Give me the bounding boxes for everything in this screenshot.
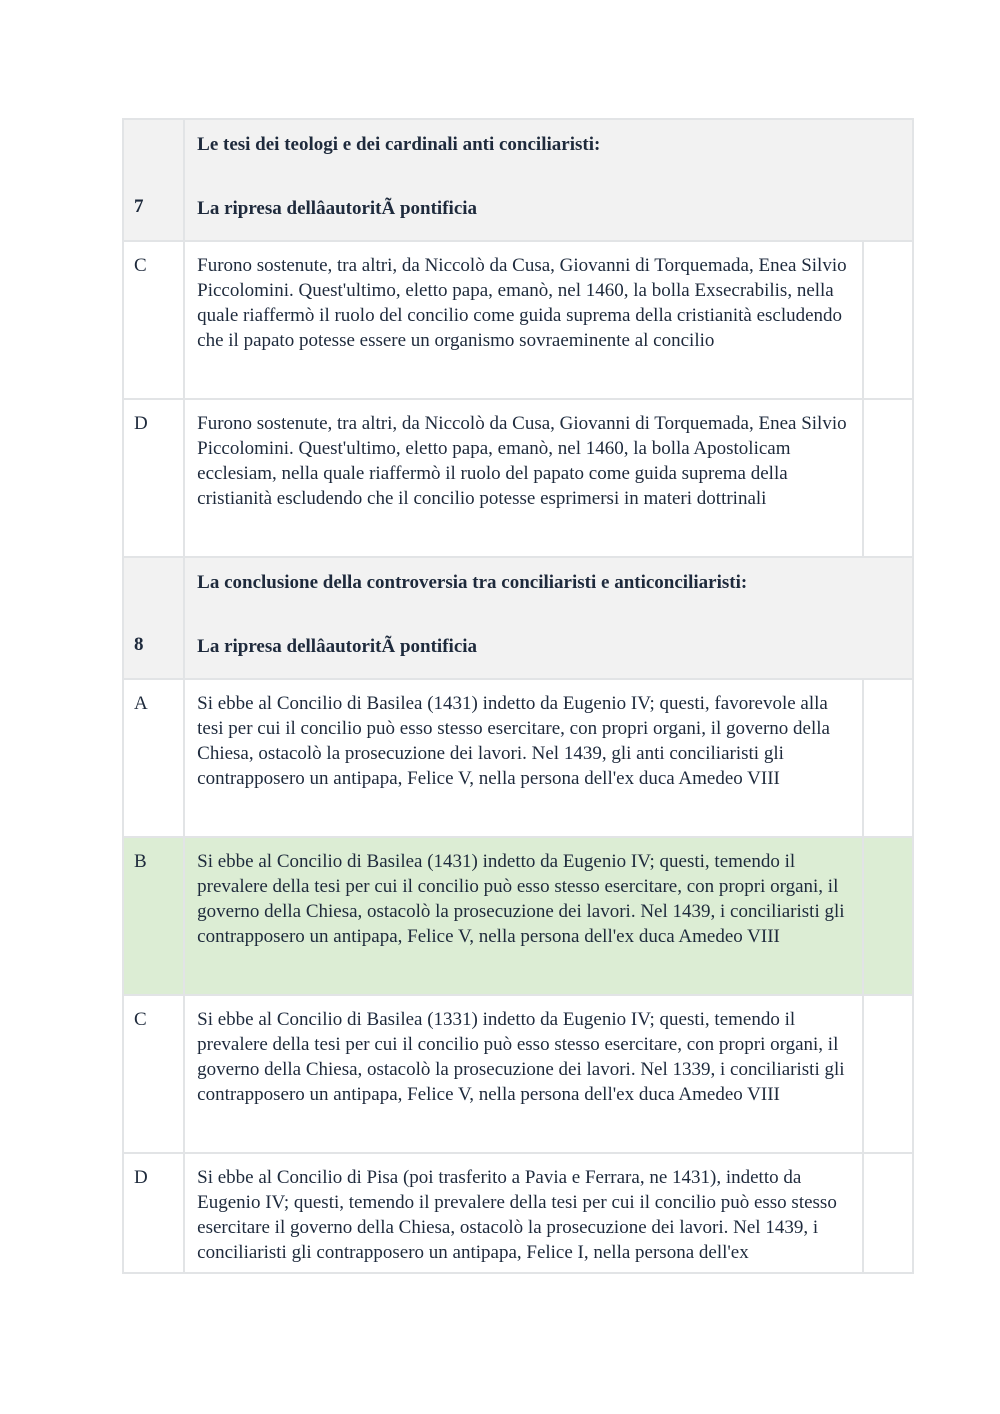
option-check-cell — [863, 679, 913, 837]
option-letter: A — [123, 679, 184, 837]
question-number: 8 — [123, 557, 184, 679]
question-number: 7 — [123, 119, 184, 241]
answer-option-row — [123, 399, 913, 557]
option-text: Furono sostenute, tra altri, da Niccolò da Cusa, Giovanni di Torquemada, Enea Silvio Piccolomini. Quest'ultimo, eletto papa, emanò, nel 1460, la bolla Exsecrabilis, nella quale riaffermò il ruolo del concilio come guida suprema della cristianità escludendo che il papato potesse essere un organismo sovraeminente al concilio — [184, 241, 863, 399]
option-check-cell — [863, 241, 913, 399]
answer-option-row — [123, 995, 913, 1153]
option-letter: C — [123, 241, 184, 399]
option-text: Si ebbe al Concilio di Pisa (poi trasferito a Pavia e Ferrara, ne 1431), indetto da Eugenio IV; questi, temendo il prevalere della tesi per cui il concilio può esso stesso esercitare il governo della Chiesa, ostacolò la prosecuzione dei lavori. Nel 1439, i conciliaristi gli contrapposero un antipapa, Felice I, nella persona dell'ex — [184, 1153, 863, 1273]
question-heading — [184, 119, 913, 241]
option-letter: D — [123, 399, 184, 557]
question-heading — [184, 557, 913, 679]
option-text: Si ebbe al Concilio di Basilea (1431) indetto da Eugenio IV; questi, temendo il prevalere della tesi per cui il concilio può esso stesso esercitare, con propri organi, il governo della Chiesa, ostacolò la prosecuzione dei lavori. Nel 1439, i conciliaristi gli contrapposero un antipapa, Felice V, nella persona dell'ex duca Amedeo VIII — [184, 837, 863, 995]
option-check-cell — [863, 837, 913, 995]
option-check-cell — [863, 1153, 913, 1273]
quiz-table — [122, 118, 914, 1274]
question-7-header — [123, 119, 913, 241]
option-letter: B — [123, 837, 184, 995]
question-title: Le tesi dei teologi e dei cardinali anti conciliaristi: — [197, 134, 601, 155]
question-subtitle: La ripresa dellâautoritÃ pontificia — [197, 636, 478, 657]
option-text: Si ebbe al Concilio di Basilea (1431) indetto da Eugenio IV; questi, favorevole alla tesi per cui il concilio può esso stesso esercitare, con propri organi, il governo della Chiesa, ostacolò la prosecuzione dei lavori. Nel 1439, gli anti conciliaristi gli contrapposero un antipapa, Felice V, nella persona dell'ex duca Amedeo VIII — [184, 679, 863, 837]
option-letter: C — [123, 995, 184, 1153]
answer-option-row — [123, 241, 913, 399]
option-text: Furono sostenute, tra altri, da Niccolò da Cusa, Giovanni di Torquemada, Enea Silvio Piccolomini. Quest'ultimo, eletto papa, emanò, nel 1460, la bolla Apostolicam ecclesiam, nella quale riaffermò il ruolo del papato come guida suprema della cristianità escludendo che il concilio potesse esprimersi in materi dottrinali — [184, 399, 863, 557]
question-8-header — [123, 557, 913, 679]
answer-option-row — [123, 1153, 913, 1273]
correct-answer-row — [123, 837, 913, 995]
answer-option-row — [123, 679, 913, 837]
option-letter: D — [123, 1153, 184, 1273]
question-subtitle: La ripresa dellâautoritÃ pontificia — [197, 198, 478, 219]
question-title: La conclusione della controversia tra conciliaristi e anticonciliaristi: — [197, 572, 748, 593]
option-check-cell — [863, 399, 913, 557]
option-text: Si ebbe al Concilio di Basilea (1331) indetto da Eugenio IV; questi, temendo il prevalere della tesi per cui il concilio può esso stesso esercitare, con propri organi, il governo della Chiesa, ostacolò la prosecuzione dei lavori. Nel 1339, i conciliaristi gli contrapposero un antipapa, Felice V, nella persona dell'ex duca Amedeo VIII — [184, 995, 863, 1153]
option-check-cell — [863, 995, 913, 1153]
